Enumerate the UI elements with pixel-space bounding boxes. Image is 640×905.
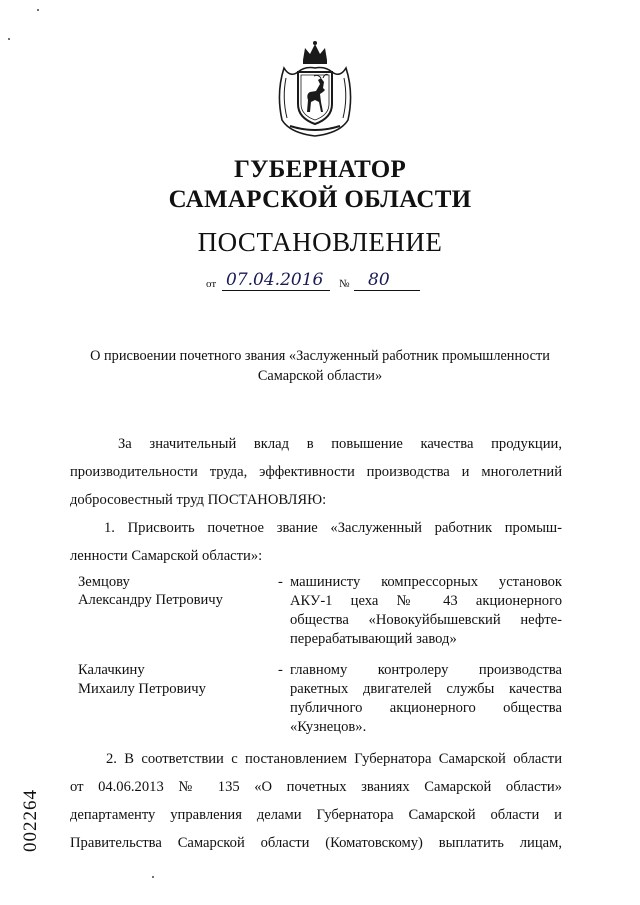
awardee-desc-line: ракетных двигателей службы качества (290, 681, 562, 697)
scan-speck (37, 9, 39, 11)
awardee-surname: Земцову (78, 574, 130, 590)
paragraph-line: производительности труда, эффективности производства и многолетний (70, 464, 562, 480)
awardee-desc-line: общества «Новокуйбышевский нефте- (290, 612, 562, 628)
from-label: от (206, 278, 217, 290)
side-serial-number (20, 780, 50, 860)
item-2-line: от 04.06.2013 № 135 «О почетных званиях Самарской области» (70, 779, 562, 795)
item-1-line: 1. Присвоить почетное звание «Заслуженный работник промыш- (104, 520, 562, 536)
date-underline (222, 290, 330, 291)
awardee-desc-line: АКУ-1 цеха № 43 акционерного (290, 593, 562, 609)
awardee-desc-line: публичного акционерного общества (290, 700, 562, 716)
item-2-line: департаменту управления делами Губернатора Самарской области и (70, 807, 562, 823)
awardee-surname: Калачкину (78, 662, 145, 678)
serial-number-text: 002264 (20, 789, 41, 852)
paragraph-line: За значительный вклад в повышение качества продукции, (118, 436, 562, 452)
item-2-line: Правительства Самарской области (Коматовскому) выплатить лицам, (70, 835, 562, 851)
awardee-given-name: Михаилу Петровичу (78, 681, 206, 697)
item-2-line: 2. В соответствии с постановлением Губернатора Самарской области (106, 751, 562, 767)
awardee-dash: - (278, 574, 283, 590)
awardee-desc-line: перерабатывающий завод» (290, 631, 457, 647)
paragraph-line: добросовестный труд ПОСТАНОВЛЯЮ: (70, 492, 327, 508)
subject-line: Самарской области» (257, 368, 383, 384)
title-region: САМАРСКОЙ ОБЛАСТИ (168, 186, 472, 213)
document-type: ПОСТАНОВЛЕНИЕ (197, 227, 443, 257)
date-number-line (206, 272, 436, 294)
coat-of-arms-icon (270, 38, 360, 138)
awardee-given-name: Александру Петровичу (78, 592, 223, 608)
subject-line: О присвоении почетного звания «Заслуженный работник промышленности (90, 348, 550, 364)
awardee-desc-line: главному контролеру производства (290, 662, 562, 678)
number-underline (354, 290, 420, 291)
subject-heading (60, 346, 580, 386)
scan-speck (8, 38, 10, 40)
title-governor: ГУБЕРНАТОР (233, 156, 407, 183)
awardee-desc-line: «Кузнецов». (290, 719, 367, 735)
number-label: № (339, 278, 350, 290)
handwritten-number: 80 (368, 270, 390, 290)
item-1-line: ленности Самарской области»: (70, 548, 263, 564)
awardee-dash: - (278, 662, 283, 678)
awardee-desc-line: машинисту компрессорных установок (290, 574, 562, 590)
scan-speck (152, 876, 154, 878)
handwritten-date: 07.04.2016 (226, 270, 324, 290)
